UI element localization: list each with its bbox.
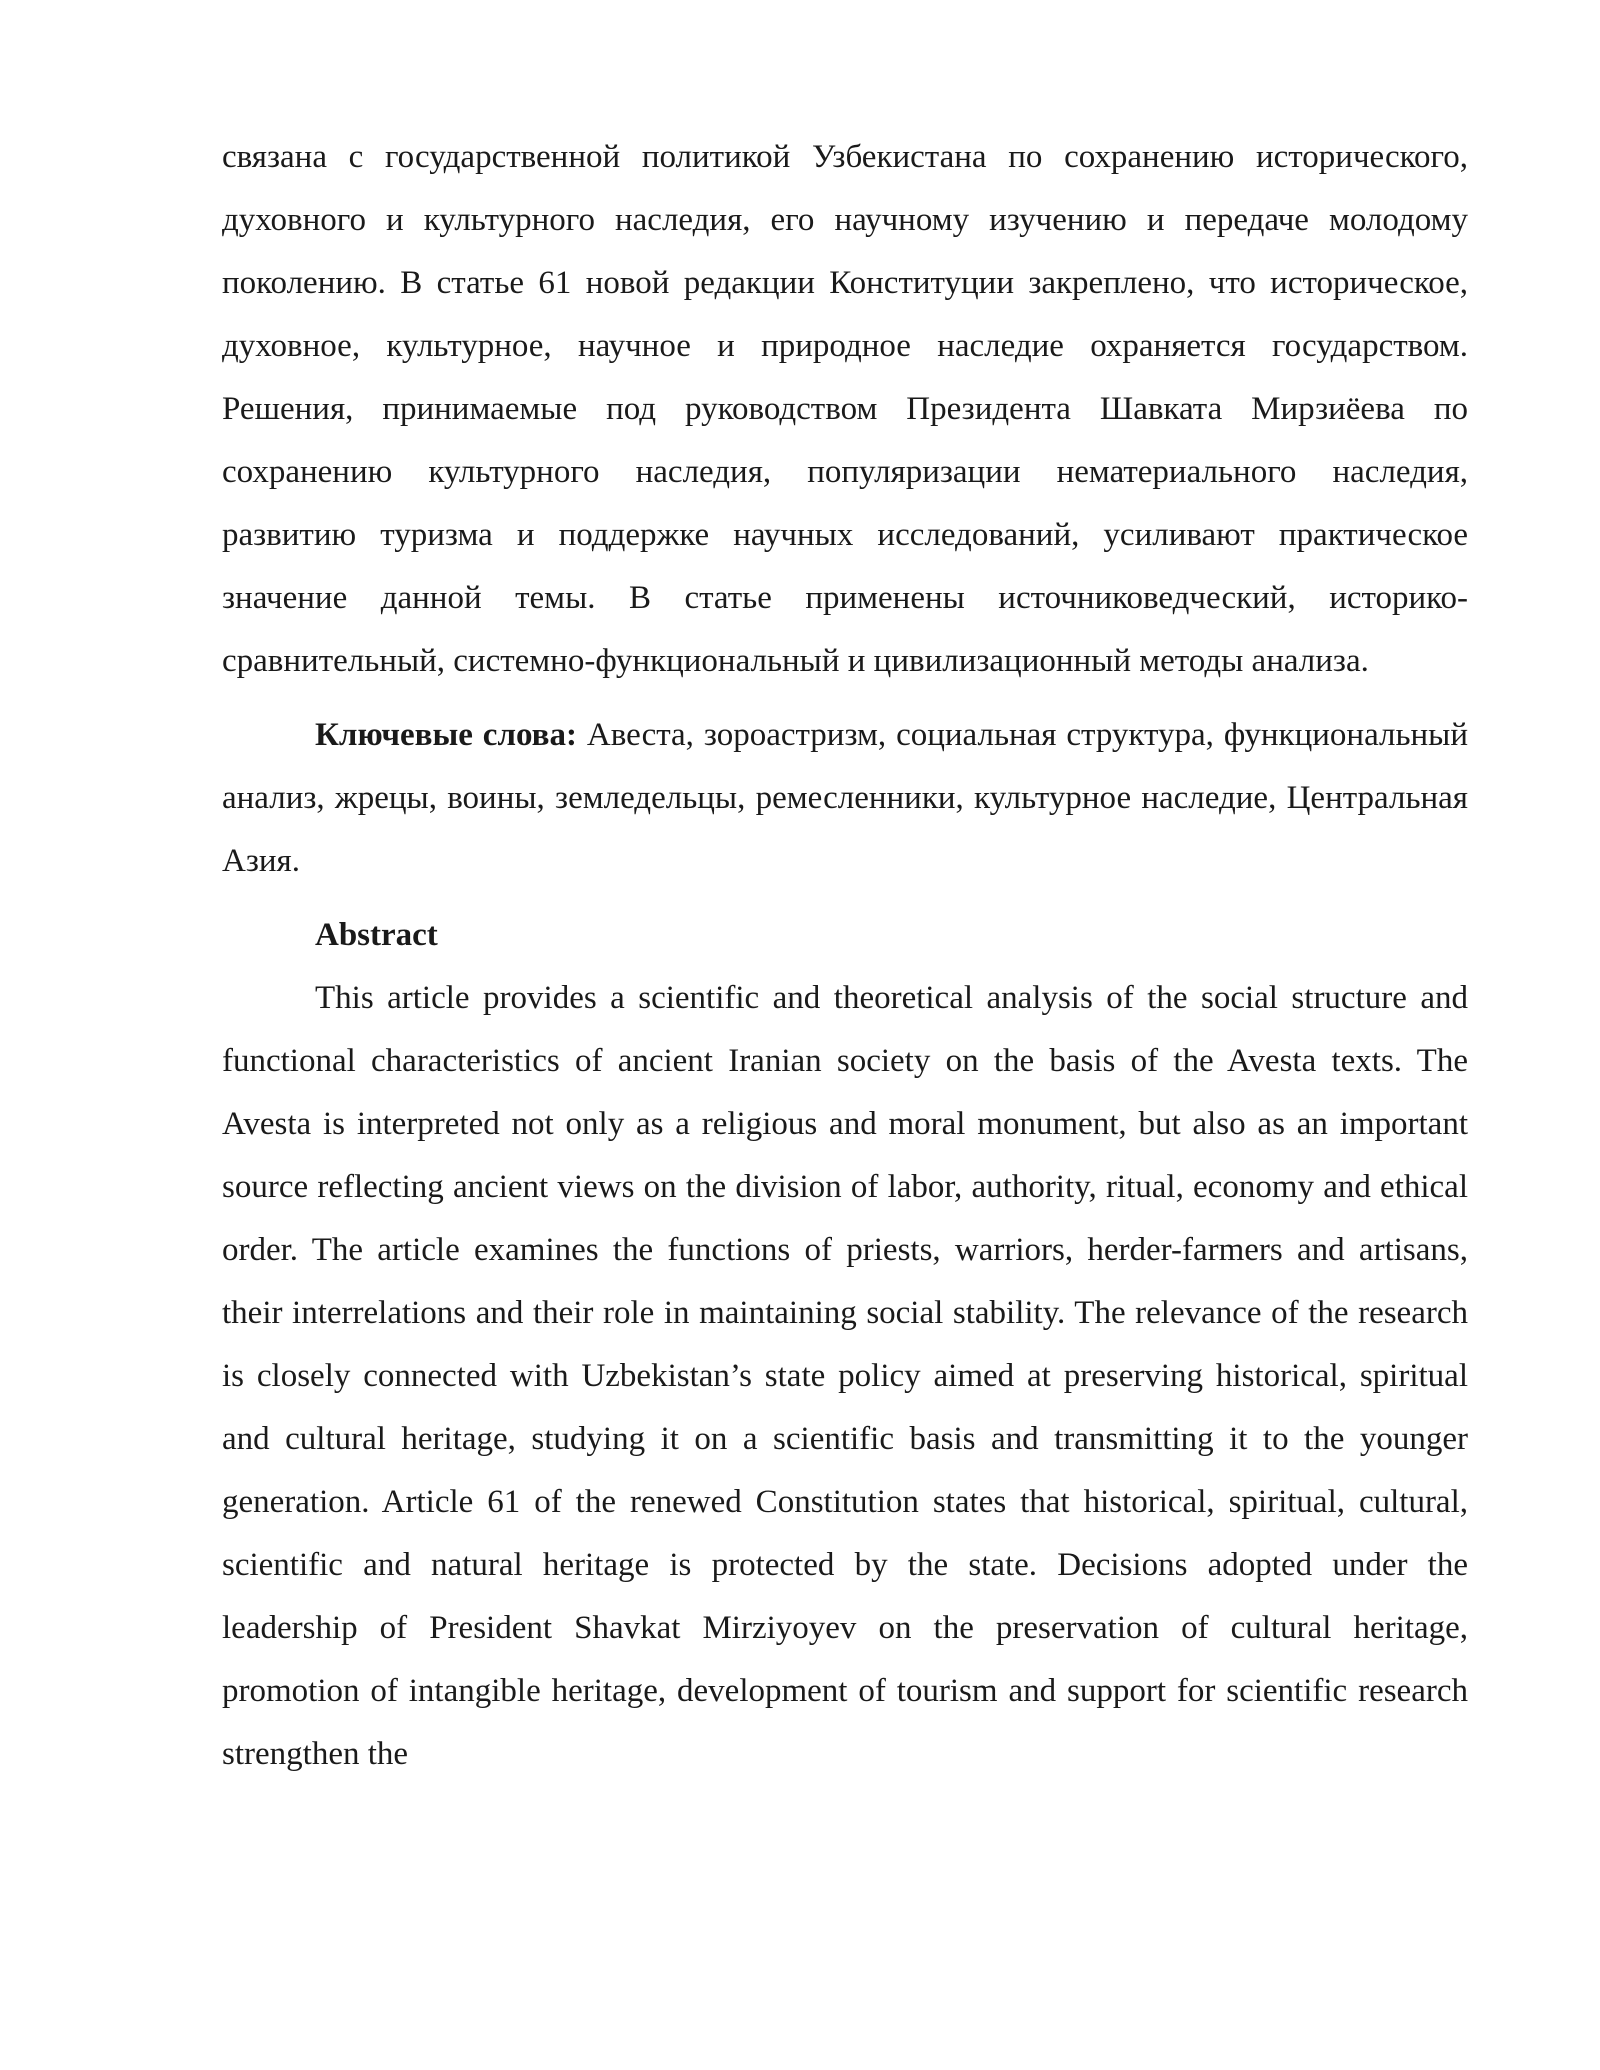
continued-paragraph: связана с государственной политикой Узбекистана по сохранению исторического, духовного и культурного наследия, его научному изучению и передаче молодому поколению. В статье 61 новой редакции Конституции закреплено, что историческое, духовное, культурное, научное и природное наследие охраняется государством. Решения, принимаемые под руководством Президента Шавката Мирзиёева по сохранению культурного наследия, популяризации нематериального наследия, развитию туризма и поддержке научных исследований, усиливают практическое значение данной темы. В статье применены источниковедческий, историко-сравнительный, системно-функциональный и цивилизационный методы анализа. [222,139,1468,679]
keywords-text: Авеста, зороастризм, социальная структура, функциональный анализ, жрецы, воины, земледельцы, ремесленники, культурное наследие, Центральная Азия. [222,717,1469,879]
keywords-label: Ключевые слова: [315,717,577,753]
document-page [222,126,1468,1786]
keywords-paragraph [222,704,1468,893]
abstract-heading: Abstract [315,917,438,953]
abstract-body: This article provides a scientific and theoretical analysis of the social structure and functional characteristics of ancient Iranian society on the basis of the Avesta texts. The Avesta is interpreted not only as a religious and moral monument, but also as an important source reflecting ancient views on the division of labor, authority, ritual, economy and ethical order. The article examines the functions of priests, warriors, herder-farmers and artisans, their interrelations and their role in maintaining social stability. The relevance of the research is closely connected with Uzbekistan’s state policy aimed at preserving historical, spiritual and cultural heritage, studying it on a scientific basis and transmitting it to the younger generation. Article 61 of the renewed Constitution states that historical, spiritual, cultural, scientific and natural heritage is protected by the state. Decisions adopted under the leadership of President Shavkat Mirziyoyev on the preservation of cultural heritage, promotion of intangible heritage, development of tourism and support for scientific research strengthen the [222,980,1468,1772]
